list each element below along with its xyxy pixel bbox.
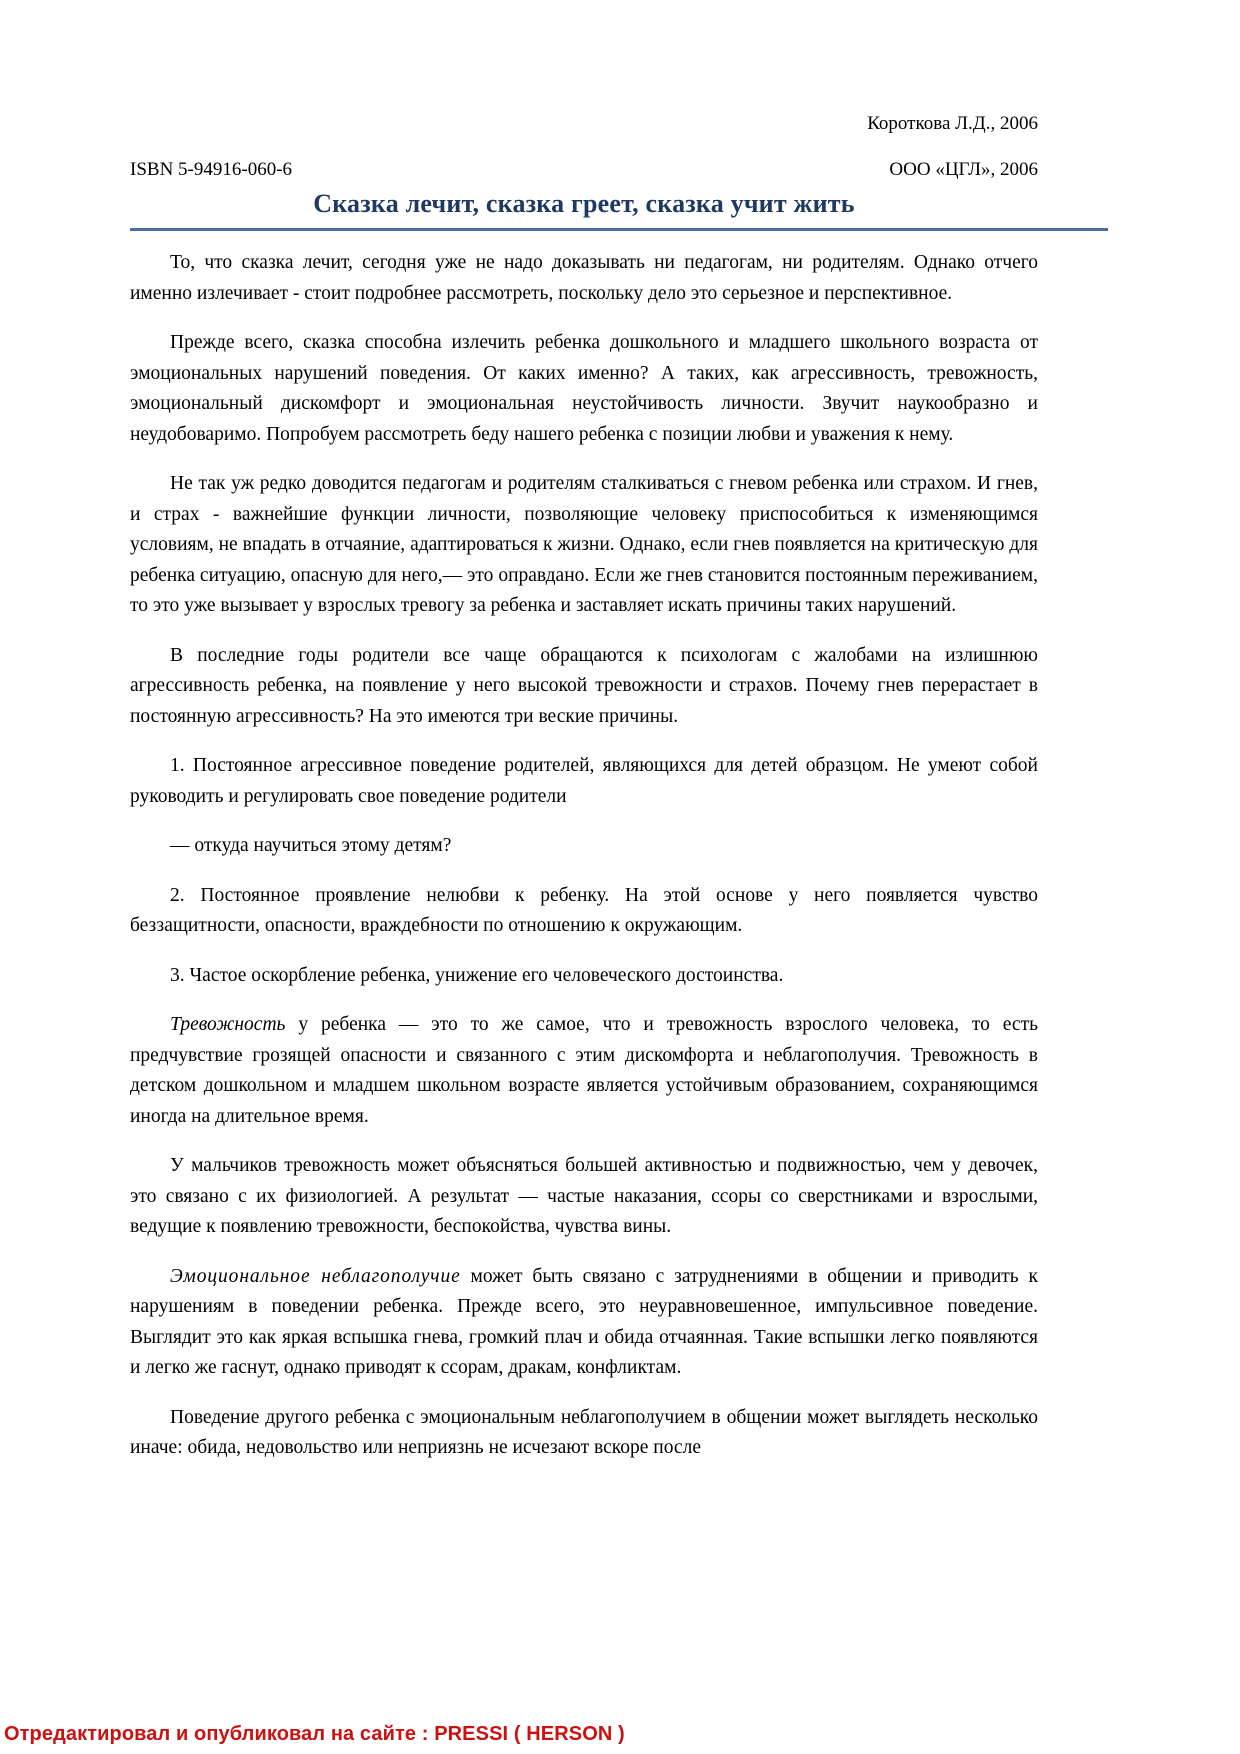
paragraph-2: Прежде всего, сказка способна излечить ребенка дошкольного и младшего школьного возраста от эмоциональных нарушений поведения. От каких именно? А таких, как агрессивность, тревожность, эмоциональный дискомфорт и эмоциональная неустойчивость личности. Звучит наукообразно и неудобоваримо. Попробуем рассмотреть беду нашего ребенка с позиции любви и уважения к нему. [130,332,1038,445]
paragraph-anxiety [130,1010,1038,1132]
isbn-publisher-row [130,158,1038,182]
term-anxiety: Тревожность [170,1014,286,1035]
list-item-1: 1. Постоянное агрессивное поведение родителей, являющихся для детей образцом. Не умеют собой руководить и регулировать свое поведение родители [130,755,1038,807]
copyright-line: Короткова Л.Д., 2006 [867,113,1038,134]
paragraph-4: В последние годы родители все чаще обращаются к психологам с жалобами на излишнюю агрессивность ребенка, на появление у него высокой тревожности и страхов. Почему гнев перерастает в постоянную агрессивность? На это имеются три веские причины. [130,644,1038,727]
list-item-3: 3. Частое оскорбление ребенка, унижение его человеческого достоинства. [170,964,784,986]
paragraph-anxiety-text: у ребенка — это то же самое, что и тревожность взрослого человека, то есть предчувствие грозящей опасности и связанного с этим дискомфорта и неблагополучия. Тревожность в детском дошкольном и младшем школьном возрасте является устойчивым образованием, сохраняющимся иногда на длительное время. [130,1014,1038,1127]
page-title: Сказка лечит, сказка греет, сказка учит жить [313,189,855,218]
term-emotional-distress: Эмоциональное неблагополучие [170,1265,461,1287]
paragraph-6: У мальчиков тревожность может объясняться большей активностью и подвижностью, чем у девочек, это связано с их физиологией. А результат — частые наказания, ссоры со сверстниками и взрослыми, ведущие к появлению тревожности, беспокойства, чувства вины. [130,1155,1038,1237]
title-divider [130,228,1108,231]
paragraph-emotional-distress [130,1262,1038,1384]
paragraph-8: Поведение другого ребенка с эмоциональным неблагополучием в общении может выглядеть несколько иначе: обида, недовольство или неприязнь не исчезают вскоре после [130,1406,1038,1458]
paragraph-3: Не так уж редко доводится педагогам и родителям сталкиваться с гневом ребенка или страхом. И гнев, и страх - важнейшие функции личности, позволяющие человеку приспособиться к изменяющимся условиям, не впадать в отчаяние, адаптироваться к жизни. Однако, если гнев появляется на критическую для ребенка ситуацию, опасную для него,— это оправдано. Если же гнев становится постоянным переживанием, то это уже вызывает у взрослых тревогу за ребенка и заставляет искать причины таких нарушений. [130,473,1038,616]
list-item-1-followup: — откуда научиться этому детям? [170,835,452,856]
document-body [130,248,1038,1464]
list-item-2: 2. Постоянное проявление нелюбви к ребенку. На этой основе у него появляется чувство беззащитности, опасности, враждебности по отношению к окружающим. [130,884,1038,936]
paragraph-1: То, что сказка лечит, сегодня уже не надо доказывать ни педагогам, ни родителям. Однако отчего именно излечивает - стоит подробнее рассмотреть, поскольку дело это серьезное и перспективное. [130,252,1038,304]
isbn-number: ISBN 5-94916-060-6 [130,159,293,180]
publisher-watermark-note: Отредактировал и опубликовал на сайте : PRESSI ( HERSON ) [4,1723,625,1745]
paragraph-emotional-distress-text: может быть связано с затруднениями в общении и приводить к нарушениям в поведении ребенка. Прежде всего, это неуравновешенное, импульсивное поведение. Выглядит это как яркая вспышка гнева, громкий плач и обида отчаянная. Такие вспышки легко появляются и легко же гаснут, однако приводят к ссорам, дракам, конфликтам. [130,1265,1038,1378]
publisher-name: ООО «ЦГЛ», 2006 [889,159,1038,180]
